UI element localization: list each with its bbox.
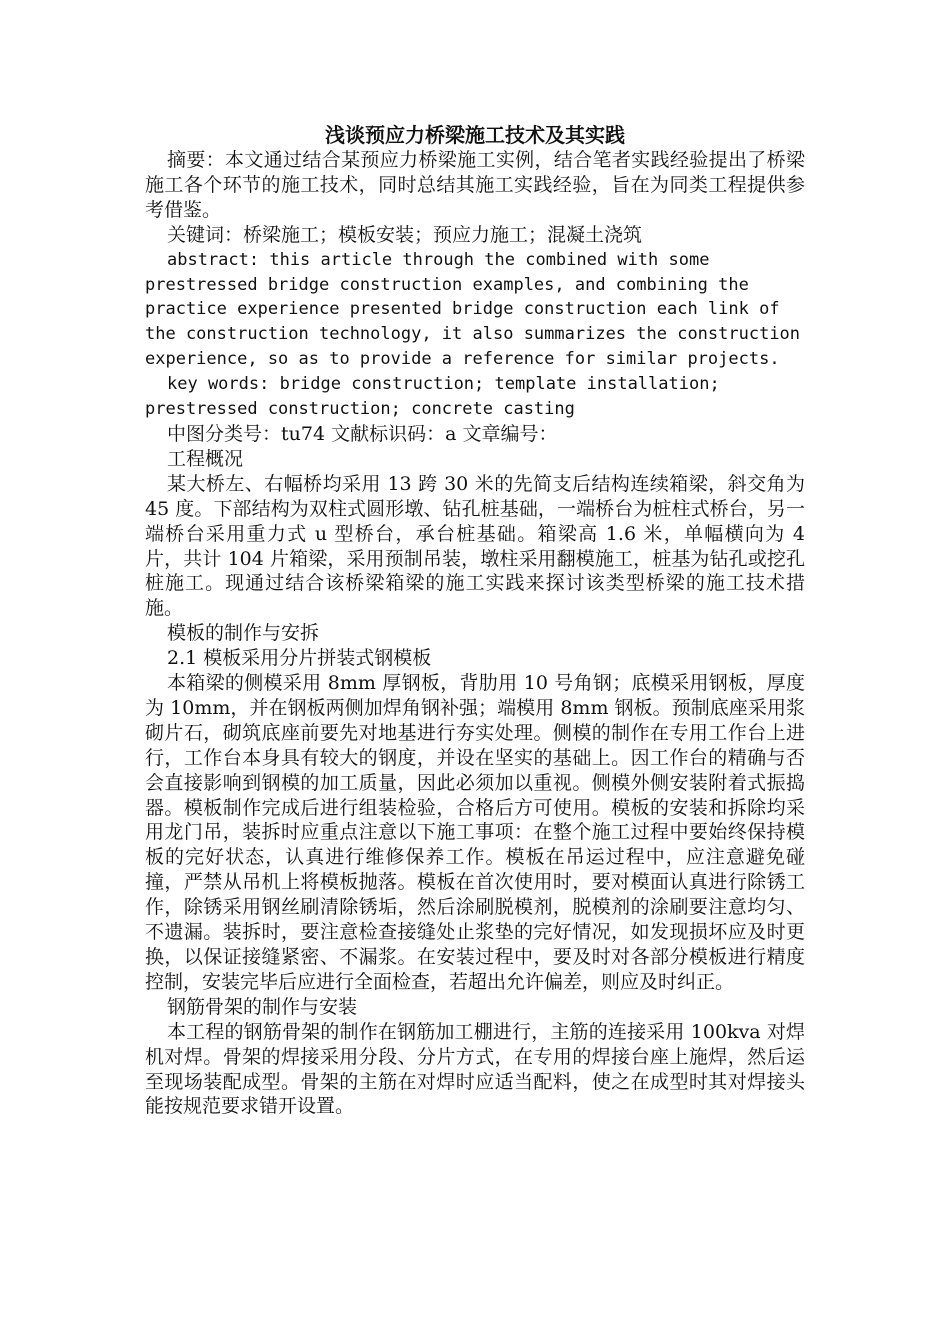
classification-line: 中图分类号：tu74 文献标识码：a 文章编号： [167, 422, 558, 445]
paragraph-overview: 某大桥左、右幅桥均采用 13 跨 30 米的先简支后结构连续箱梁，斜交角为 45 度。下部结构为双柱式圆形墩、钻孔桩基础，一端桥台为桩柱式桥台，另一端桥台采用重力式 u 型桥台，承台桩基础。箱梁高 1.6 米，单幅横向为 4 片，共计 104 片箱梁，采用预制吊装，墩柱采用翻模施工，桩基为钻孔或挖孔桩施工。现通过结合该桥梁箱梁的施工实践来探讨该类型桥梁的施工技术措施。 [145, 472, 805, 620]
paragraph-rebar: 本工程的钢筋骨架的制作在钢筋加工棚进行，主筋的连接采用 100kva 对焊机对焊。骨架的焊接采用分段、分片方式，在专用的焊接台座上施焊，然后运至现场装配成型。骨架的主筋在对焊时应适当配料，使之在成型时其对焊接头能按规范要求错开设置。 [145, 1020, 805, 1118]
keywords-en: key words: bridge construction; template installation; prestressed construction; concrete casting [145, 374, 720, 420]
paragraph-formwork: 本箱梁的侧模采用 8mm 厚钢板，背肋用 10 号角钢；底模采用钢板，厚度为 10mm，并在钢板两侧加焊角钢补强；端模用 8mm 钢板。预制底座采用浆砌片石，砌筑底座前要先对地基进行夯实处理。侧模的制作在专用工作台上进行，工作台本身具有较大的钢度，并设在坚实的基础上。因工作台的精确与否会直接影响到钢模的加工质量，因此必须加以重视。侧模外侧安装附着式振捣器。模板制作完成后进行组装检验，合格后方可使用。模板的安装和拆除均采用龙门吊，装拆时应重点注意以下施工事项：在整个施工过程中要始终保持模板的完好状态，认真进行维修保养工作。模板在吊运过程中，应注意避免碰撞，严禁从吊机上将模板抛落。模板在首次使用时，要对模面认真进行除锈工作，除锈采用钢丝刷清除锈垢，然后涂刷脱模剂，脱模剂的涂刷要注意均匀、不遗漏。装拆时，要注意检查接缝处止浆垫的完好情况，如发现损坏应及时更换，以保证接缝紧密、不漏浆。在安装过程中，要及时对各部分模板进行精度控制，安装完毕后应进行全面检查，若超出允许偏差，则应及时纠正。 [145, 672, 805, 993]
abstract-en: abstract: this article through the combined with some prestressed bridge construction examples, and combining the practice experience presented bridge construction each link of the construction technology, it also summarizes the construction experience, so as to provide a reference for similar projects. [145, 249, 801, 370]
keywords-cn: 关键词：桥梁施工；模板安装；预应力施工；混凝土浇筑 [167, 223, 643, 246]
abstract-cn: 摘要：本文通过结合某预应力桥梁施工实例，结合笔者实践经验提出了桥梁施工各个环节的施工技术，同时总结其施工实践经验，旨在为同类工程提供参考借鉴。 [145, 149, 805, 221]
section-heading-formwork: 模板的制作与安拆 [167, 622, 320, 645]
section-heading-rebar: 钢筋骨架的制作与安装 [167, 995, 358, 1018]
subsection-heading-steel-formwork: 2.1 模板采用分片拼装式钢模板 [167, 647, 432, 670]
document-body [145, 122, 805, 1119]
section-heading-overview: 工程概况 [167, 447, 244, 470]
document-title: 浅谈预应力桥梁施工技术及其实践 [325, 123, 625, 147]
